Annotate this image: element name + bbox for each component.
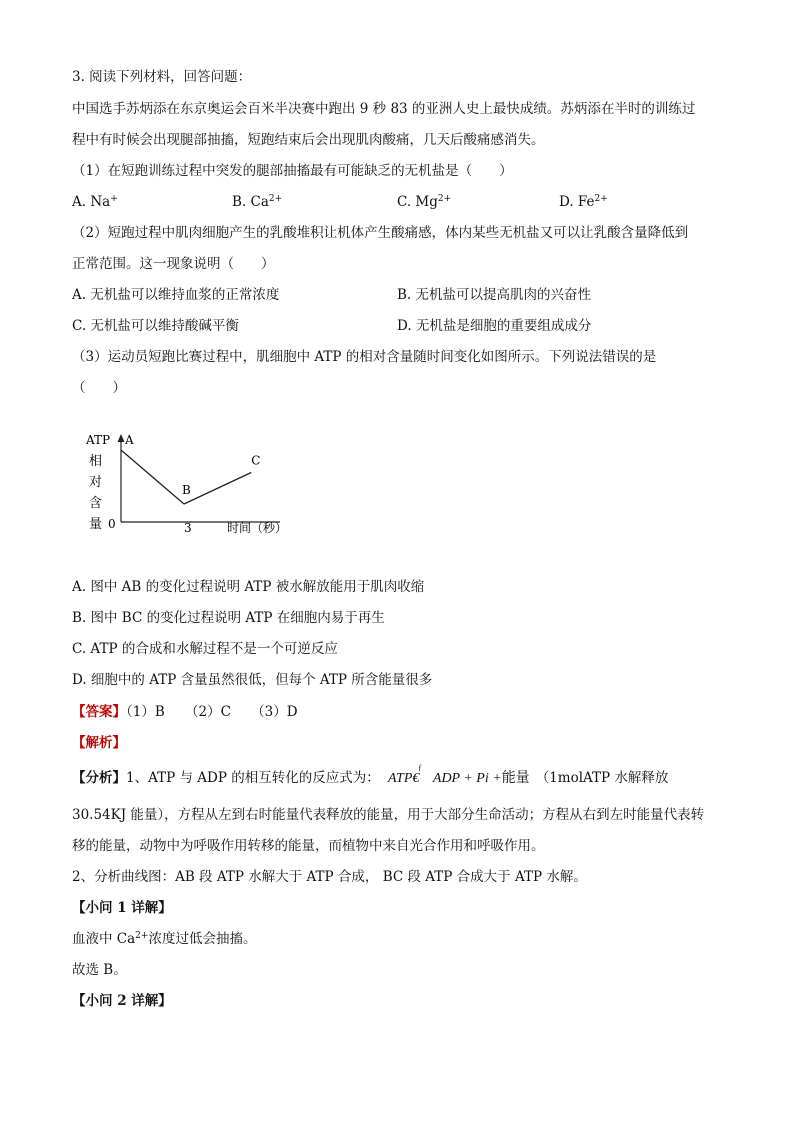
formula-glyph: ƒ (418, 763, 423, 772)
y-label-char-1: 相 (89, 454, 103, 469)
q3-option-d: D. 细胞中的 ATP 含量虽然很低，但每个 ATP 所含能量很多 (72, 672, 433, 688)
analysis-line-2: 移的能量，动物中为呼吸作用转移的能量，而植物中来自光合作用和呼吸作用。 (72, 838, 545, 854)
q1-option-a: A. Na+ (72, 194, 118, 210)
y-label-char-3: 含 (89, 496, 103, 511)
point-label-a: A (125, 433, 134, 447)
y-label-char-4: 量 (89, 517, 103, 532)
q1-option-c: C. $Mg^{2+}$ (397, 194, 452, 210)
sub1-text-line-2: 故选 B。 (72, 962, 127, 978)
q2-option-a: A. 无机盐可以维持血浆的正常浓度 (72, 287, 280, 303)
q3-stem-line-2: （ ） (72, 380, 126, 396)
answer-tag: 【答案】 (72, 704, 126, 720)
q3-option-b: B. 图中 BC 的变化过程说明 ATP 在细胞内易于再生 (72, 610, 385, 626)
q2-option-d: D. 无机盐是细胞的重要组成成分 (397, 318, 592, 334)
formula-left: ATP€ (388, 771, 420, 786)
y-axis-arrow (118, 434, 125, 442)
fenxi-text: 1、ATP 与 ADP 的相互转化的反应式为： (126, 770, 380, 786)
material-line-1: 中国选手苏炳添在东京奥运会百米半决赛中跑出 9 秒 83 的亚洲人史上最快成绩。苏炳添在半时的训练过 (72, 101, 696, 117)
answer-line (72, 703, 298, 721)
series-layer (121, 433, 260, 504)
y-label-char-2: 对 (89, 475, 103, 490)
atp-formula (388, 763, 502, 788)
formula-note: （1molATP 水解释放 (535, 770, 669, 786)
q1-option-b: B. $Ca^{2+}$ (232, 194, 283, 210)
q1-option-d: D. $Fe^{2+}$ (559, 194, 608, 210)
x-tick-label: 3 (184, 521, 192, 535)
y-axis-label (85, 433, 110, 532)
formula-energy: 能量 (501, 770, 530, 786)
sub2-tag: 【小问 2 详解】 (72, 993, 172, 1009)
answer-text: （1）B （2）C （3）D (126, 704, 298, 720)
sub1-tag: 【小问 1 详解】 (72, 900, 172, 916)
material-line-2: 程中有时候会出现腿部抽搐，短跑结束后会出现肌肉酸痛，几天后酸痛感消失。 (72, 132, 545, 148)
point-label-b: B (182, 483, 191, 497)
x-axis-label: 时间（秒） (227, 521, 288, 535)
series-segment-AB (121, 450, 184, 504)
fenxi-tag: 【分析】 (72, 770, 126, 786)
q1-stem: （1）在短跑训练过程中突发的腿部抽搐最有可能缺乏的无机盐是（ ） (72, 163, 513, 179)
sub1-text-line-1: 血液中 $Ca^{2+}$浓度过低会抽搐。 (72, 931, 257, 947)
atp-chart (72, 420, 312, 550)
q3-option-c: C. ATP 的合成和水解过程不是一个可逆反应 (72, 641, 338, 657)
q2-option-b: B. 无机盐可以提高肌肉的兴奋性 (397, 287, 592, 303)
analysis-line-1: 30.54KJ 能量），方程从左到右时能量代表释放的能量，用于大部分生命活动；方程从右到左时能量代表转 (72, 807, 705, 823)
origin-label: 0 (108, 517, 116, 531)
point-label-c: C (251, 453, 261, 468)
analysis-line-3: 2、分析曲线图：AB 段 ATP 水解大于 ATP 合成， BC 段 ATP 合成大于 ATP 水解。 (72, 869, 587, 885)
q3-stem-line-1: （3）运动员短跑比赛过程中，肌细胞中 ATP 的相对含量随时间变化如图所示。下列说法错误的是 (72, 349, 657, 365)
formula-right: ADP + Pi + (432, 771, 502, 786)
analysis-fenxi-line (72, 763, 669, 788)
q2-stem-line-1: （2）短跑过程中肌肉细胞产生的乳酸堆积让机体产生酸痛感，体内某些无机盐又可以让乳酸含量降低到 (72, 225, 689, 241)
q2-stem-line-2: 正常范围。这一现象说明（ ） (72, 256, 275, 272)
y-label-atp: ATP (86, 433, 111, 447)
question-title: 3. 阅读下列材料，回答问题： (72, 69, 252, 85)
series-segment-BC (184, 473, 251, 505)
analysis-tag: 【解析】 (72, 735, 126, 751)
q2-option-c: C. 无机盐可以维持酸碱平衡 (72, 318, 239, 334)
q3-option-a: A. 图中 AB 的变化过程说明 ATP 被水解放能用于肌肉收缩 (72, 579, 425, 595)
